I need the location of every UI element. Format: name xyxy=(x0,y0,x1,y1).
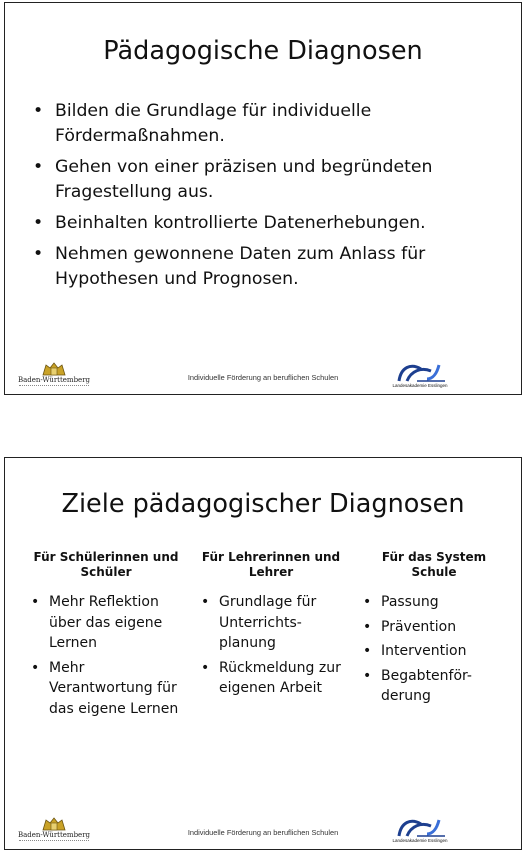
column-students xyxy=(27,550,185,723)
slide-2 xyxy=(4,457,522,850)
slide-footer xyxy=(5,360,521,394)
column-item: • Prävention xyxy=(359,617,509,638)
landesakademie-logo xyxy=(391,361,449,391)
column-list xyxy=(359,592,509,707)
column-item: • Mehr Verantwortung für das eigene Lernen xyxy=(27,658,185,720)
landesakademie-icon xyxy=(391,816,449,838)
column-heading: Für Lehrerinnen und Lehrer xyxy=(201,550,341,579)
column-list xyxy=(27,592,185,719)
bullet-item: • Gehen von einer präzisen und begründeten Fragestellung aus. xyxy=(33,155,491,205)
column-item: • Rückmeldung zur eigenen Arbeit xyxy=(197,658,345,699)
column-teachers xyxy=(197,550,345,703)
column-school-system xyxy=(359,550,509,711)
column-item: • Intervention xyxy=(359,641,509,662)
bullet-item: • Bilden die Grundlage für individuelle Fördermaßnahmen. xyxy=(33,99,491,149)
slide-1 xyxy=(4,2,522,395)
footer-text: Individuelle Förderung an beruflichen Schulen xyxy=(187,373,339,382)
logo-divider xyxy=(19,840,89,844)
footer-text: Individuelle Förderung an beruflichen Schulen xyxy=(187,828,339,837)
logo-text: Landesakademie Esslingen xyxy=(392,838,448,843)
column-heading: Für Schülerinnen und Schüler xyxy=(33,550,179,579)
column-item: • Begabtenför-derung xyxy=(359,666,509,707)
landesakademie-icon xyxy=(391,361,449,383)
column-item: • Passung xyxy=(359,592,509,613)
bullet-list xyxy=(33,99,491,298)
column-item: • Grundlage für Unterrichts-planung xyxy=(197,592,345,654)
slide-title: Pädagogische Diagnosen xyxy=(103,36,423,66)
slide-footer xyxy=(5,815,521,849)
logo-text: Baden-Württemberg xyxy=(17,831,91,839)
column-item: • Mehr Reflektion über das eigene Lernen xyxy=(27,592,185,654)
logo-text: Baden-Württemberg xyxy=(17,376,91,384)
logo-text: Landesakademie Esslingen xyxy=(392,383,448,388)
landesakademie-logo xyxy=(391,816,449,846)
logo-divider xyxy=(19,385,89,389)
bullet-item: • Beinhalten kontrollierte Datenerhebungen. xyxy=(33,211,491,236)
column-list xyxy=(197,592,345,699)
column-heading: Für das System Schule xyxy=(381,550,487,579)
bullet-item: • Nehmen gewonnene Daten zum Anlass für Hypothesen und Prognosen. xyxy=(33,242,491,292)
slide-title: Ziele pädagogischer Diagnosen xyxy=(61,489,465,519)
